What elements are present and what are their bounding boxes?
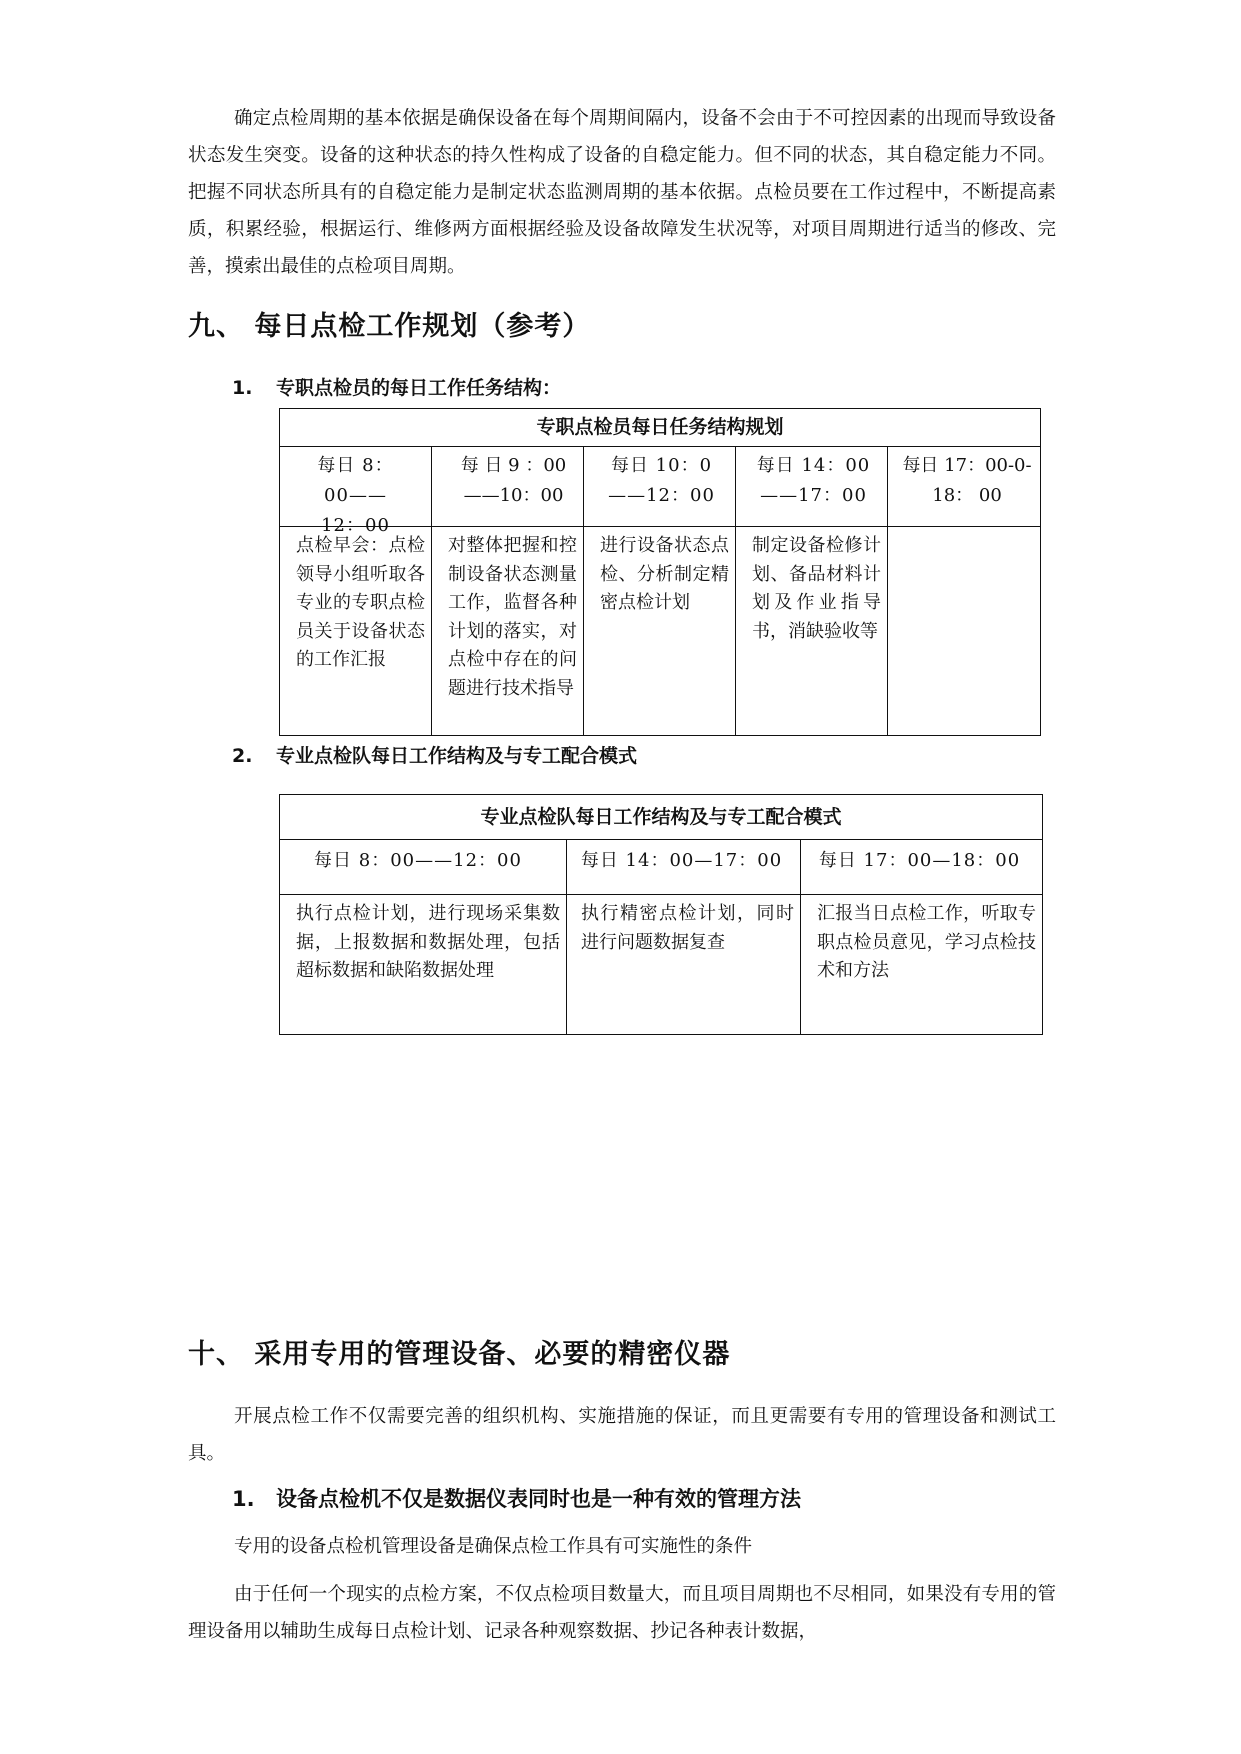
table-header-cell: 每日 17：00—18：00 xyxy=(801,840,1043,895)
table-row xyxy=(280,895,1043,1035)
table-title-row xyxy=(280,409,1041,447)
intro-text: 确定点检周期的基本依据是确保设备在每个周期间隔内，设备不会由于不可控因素的出现而导致设备状态发生突变。设备的这种状态的持久性构成了设备的自稳定能力。但不同的状态，其自稳定能力不同。把握不同状态所具有的自稳定能力是制定状态监测周期的基本依据。点检员要在工作过程中，不断提高素质，积累经验，根据运行、维修两方面根据经验及设备故障发生状况等，对项目周期进行适当的修改、完善，摸索出最佳的点检项目周期。 xyxy=(188,108,1056,277)
table-cell: 对整体把握和控制设备状态测量工作，监督各种计划的落实，对点检中存在的问题进行技术指导 xyxy=(432,527,584,736)
table-cell: 汇报当日点检工作，听取专职点检员意见，学习点检技术和方法 xyxy=(801,895,1043,1035)
item-number: 1. xyxy=(232,377,253,399)
item-label: 专职点检员的每日工作任务结构： xyxy=(276,377,562,399)
item-label: 专业点检队每日工作结构及与专工配合模式 xyxy=(276,745,638,767)
table-cell: 点检早会：点检领导小组听取各专业的专职点检员关于设备状态的工作汇报 xyxy=(280,527,432,736)
section-10-paragraph-3: 由于任何一个现实的点检方案，不仅点检项目数量大，而且项目周期也不尽相同，如果没有专用的管理设备用以辅助生成每日点检计划、记录各种观察数据、抄记各种表计数据， xyxy=(188,1584,1056,1642)
table-team-structure xyxy=(279,794,1043,1035)
table-title: 专业点检队每日工作结构及与专工配合模式 xyxy=(280,795,1043,840)
table-title: 专职点检员每日任务结构规划 xyxy=(280,409,1041,447)
table-row xyxy=(280,527,1041,736)
section-9-item-1 xyxy=(232,373,561,400)
item-label: 设备点检机不仅是数据仪表同时也是一种有效的管理方法 xyxy=(276,1487,801,1511)
table-header-cell: 每日 10：0——12：00 xyxy=(584,447,736,527)
table-header-cell: 每日 8：00——12：00 xyxy=(280,447,432,527)
section-10-heading: 十、 采用专用的管理设备、必要的精密仪器 xyxy=(188,1339,731,1370)
table-cell: 制定设备检修计划、备品材料计划及作业指导书，消缺验收等 xyxy=(736,527,888,736)
item-number: 1. xyxy=(232,1487,255,1511)
section-10-paragraph-2: 专用的设备点检机管理设备是确保点检工作具有可实施性的条件 xyxy=(234,1536,753,1557)
table-header-row xyxy=(280,447,1041,527)
table-header-cell: 每日 14：00——17：00 xyxy=(736,447,888,527)
section-9-item-2 xyxy=(232,741,637,768)
table-cell xyxy=(888,527,1041,736)
table-cell: 进行设备状态点检、分析制定精密点检计划 xyxy=(584,527,736,736)
table-daily-tasks xyxy=(279,408,1041,736)
table-header-row xyxy=(280,840,1043,895)
table-header-cell: 每日 8：00——12：00 xyxy=(280,840,567,895)
table-cell: 执行点检计划，进行现场采集数据，上报数据和数据处理，包括超标数据和缺陷数据处理 xyxy=(280,895,567,1035)
section-10-paragraph-1: 开展点检工作不仅需要完善的组织机构、实施措施的保证，而且更需要有专用的管理设备和测试工具。 xyxy=(188,1406,1056,1464)
table-cell: 执行精密点检计划，同时进行问题数据复查 xyxy=(567,895,801,1035)
table-header-cell: 每 日 9 ：00——10：00 xyxy=(432,447,584,527)
table-title-row xyxy=(280,795,1043,840)
table-header-cell: 每日 17：00-0-18： 00 xyxy=(888,447,1041,527)
section-10-item-1 xyxy=(232,1483,801,1513)
item-number: 2. xyxy=(232,745,253,767)
table-header-cell: 每日 14：00—17：00 xyxy=(567,840,801,895)
section-9-heading: 九、 每日点检工作规划（参考） xyxy=(188,311,591,342)
intro-paragraph xyxy=(188,100,1056,285)
